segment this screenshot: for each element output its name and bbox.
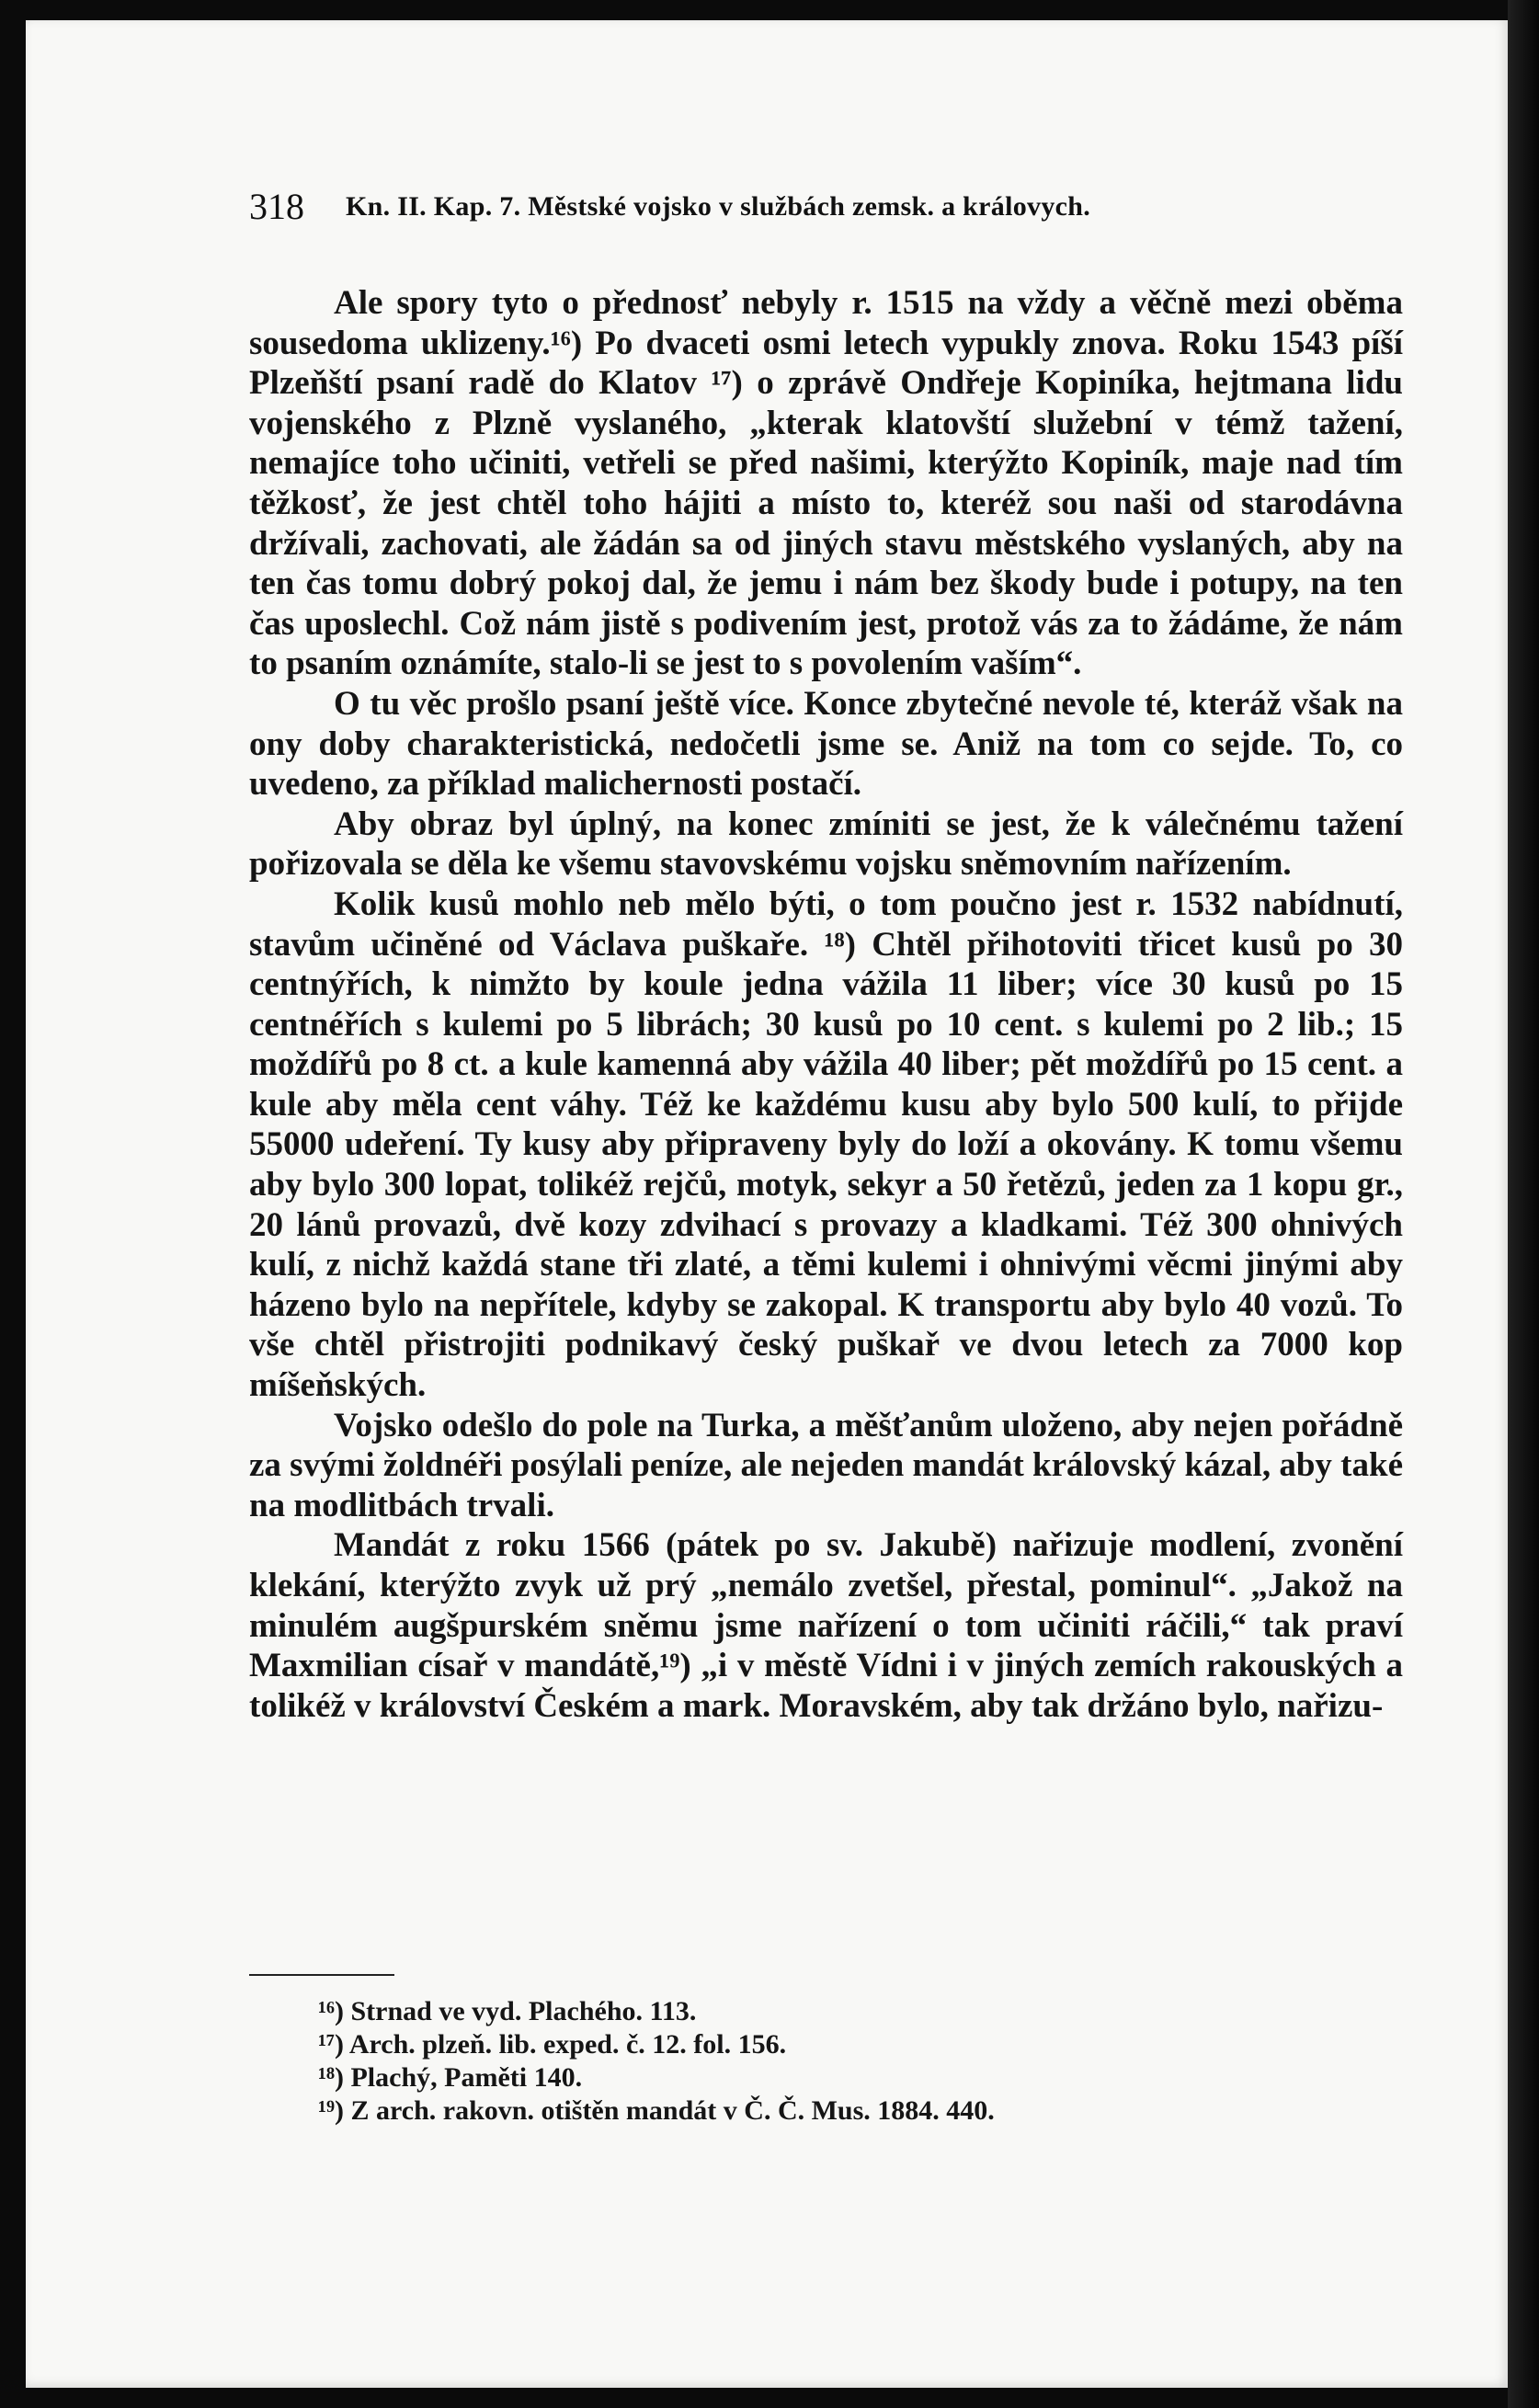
footnote-18: ¹⁸) Plachý, Paměti 140. — [318, 2062, 583, 2093]
footnote-16: ¹⁶) Strnad ve vyd. Plachého. 113. — [318, 1996, 697, 2026]
paragraph: O tu věc prošlo psaní ještě více. Konce zbytečné nevole té, kteráž však na ony doby charakteristická, nedočetli jsme se. Aniž na tom co sejde. To, co uvedeno, za příklad malichernosti postačí. — [249, 684, 1403, 804]
paragraph: Vojsko odešlo do pole na Turka, a měšťanům uloženo, aby nejen pořádně za svými žoldnéři posýlali peníze, ale nejeden mandát královský kázal, aby také na modlitbách trvali. — [249, 1406, 1403, 1524]
running-head: Kn. II. Kap. 7. Městské vojsko v službách zemsk. a královych. — [346, 191, 1091, 222]
main-text — [249, 283, 1403, 1726]
footnote-divider — [249, 1974, 394, 1976]
paragraph: Ale spory tyto o přednosť nebyly r. 1515 na vždy a věčně mezi oběma sousedoma uklizeny.¹⁶) Po dvaceti osmi letech vypukly znova. Roku 1543 píší Plzeňští psaní radě do Klatov ¹⁷) o zprávě Ondřeje Kopiníka, hejtmana lidu vojenského z Plzně vyslaného, „kterak klatovští služební v témž tažení, nemajíce toho učiniti, vetřeli se před našimi, kterýžto Kopiník, maje nad tím těžkosť, že jest chtěl toho hájiti a místo to, kteréž sou naši od starodávna držívali, zachovati, ale žádán sa od jiných stavu městského vyslaných, aby na ten čas tomu dobrý pokoj dal, že jemu i nám bez škody bude i potupy, na ten čas uposlechl. Což nám jistě s podivením jest, protož vás za to žádáme, že nám to psaním oznámíte, stalo-li se jest to s povolením vaším“. — [249, 284, 1403, 683]
footnote-19: ¹⁹) Z arch. rakovn. otištěn mandát v Č. Č. Mus. 1884. 440. — [318, 2095, 995, 2126]
paragraph: Aby obraz byl úplný, na konec zmíniti se jest, že k válečnému tažení pořizovala se děla ke všemu stavovskému vojsku sněmovním nařízením. — [249, 805, 1403, 884]
scan-edge-shadow — [1508, 0, 1539, 2408]
footnote-17: ¹⁷) Arch. plzeň. lib. exped. č. 12. fol. 156. — [318, 2029, 787, 2060]
page-header — [249, 184, 1408, 230]
paragraph: Mandát z roku 1566 (pátek po sv. Jakubě) nařizuje modlení, zvonění klekání, kterýžto zvyk už prý „nemálo zvetšel, přestal, pominul“. „Jakož na minulém augšpurském sněmu jsme nařízení o tom učiniti ráčili,“ tak praví Maxmilian císař v mandátě,¹⁹) „i v městě Vídni i v jiných zemích rakouských a tolikéž v království Českém a mark. Moravském, aby tak držáno bylo, nařizu- — [249, 1526, 1403, 1725]
paragraph: Kolik kusů mohlo neb mělo býti, o tom poučno jest r. 1532 nabídnutí, stavům učiněné od Václava puškaře. ¹⁸) Chtěl přihotoviti třicet kusů po 30 centnýřích, k nimžto by koule jedna vážila 11 liber; více 30 kusů po 15 centnéřích s kulemi po 5 librách; 30 kusů po 10 cent. s kulemi po 2 lib.; 15 moždířů po 8 ct. a kule kamenná aby vážila 40 liber; pět moždířů po 15 cent. a kule aby měla cent váhy. Též ke každému kusu aby bylo 500 kulí, to přijde 55000 udeření. Ty kusy aby připraveny byly do loží a okovány. K tomu všemu aby bylo 300 lopat, tolikéž rejčů, motyk, sekyr a 50 řetězů, jeden za 1 kopu gr., 20 lánů provazů, dvě kozy zdvihací s provazy a kladkami. Též 300 ohnivých kulí, z nichž každá stane tři zlaté, a těmi kulemi i ohnivými věcmi jinými aby házeno bylo na nepřítele, kdyby se zakopal. K transportu aby bylo 40 vozů. To vše chtěl přistrojiti podnikavý český puškař ve dvou letech za 7000 kop míšeňských. — [249, 884, 1403, 1405]
footnotes — [318, 1995, 1329, 2128]
book-page — [26, 20, 1508, 2388]
page-number: 318 — [249, 186, 304, 227]
